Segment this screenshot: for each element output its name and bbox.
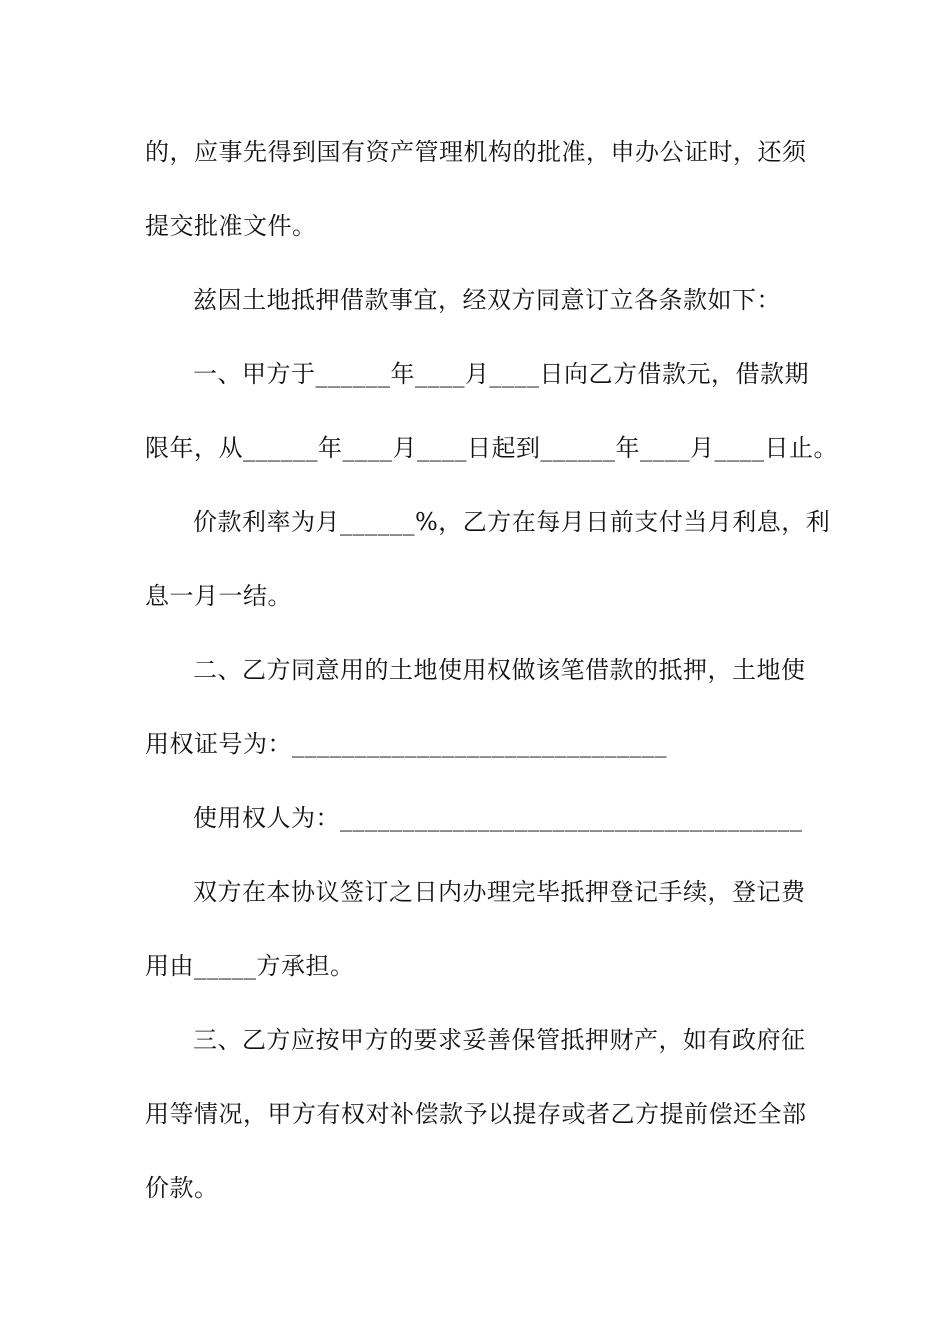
text-line: 的，应事先得到国有资产管理机构的批准，申办公证时，还须 xyxy=(145,138,807,166)
text-line: 用等情况，甲方有权对补偿款予以提存或者乙方提前偿还全部 xyxy=(145,1100,807,1128)
text-line: 用权证号为：______________________________ xyxy=(145,730,667,758)
text-line: 息一月一结。 xyxy=(145,582,292,610)
text-line: 二、乙方同意用的土地使用权做该笔借款的抵押，土地使 xyxy=(193,656,806,684)
text-line: 三、乙方应按甲方的要求妥善保管抵押财产，如有政府征 xyxy=(193,1026,806,1054)
text-line: 价款利率为月______%，乙方在每月日前支付当月利息，利 xyxy=(193,508,831,536)
text-line: 限年，从______年____月____日起到______年____月____日止。 xyxy=(145,434,838,462)
text-line: 双方在本协议签订之日内办理完毕抵押登记手续，登记费 xyxy=(193,878,806,906)
text-line: 价款。 xyxy=(145,1174,219,1202)
text-line: 一、甲方于______年____月____日向乙方借款元，借款期 xyxy=(193,360,809,388)
text-line: 用由_____方承担。 xyxy=(145,952,355,980)
text-line: 提交批准文件。 xyxy=(145,212,317,240)
text-line: 使用权人为：_____________________________________ xyxy=(193,804,803,832)
text-line: 兹因土地抵押借款事宜，经双方同意订立各条款如下： xyxy=(193,286,781,314)
